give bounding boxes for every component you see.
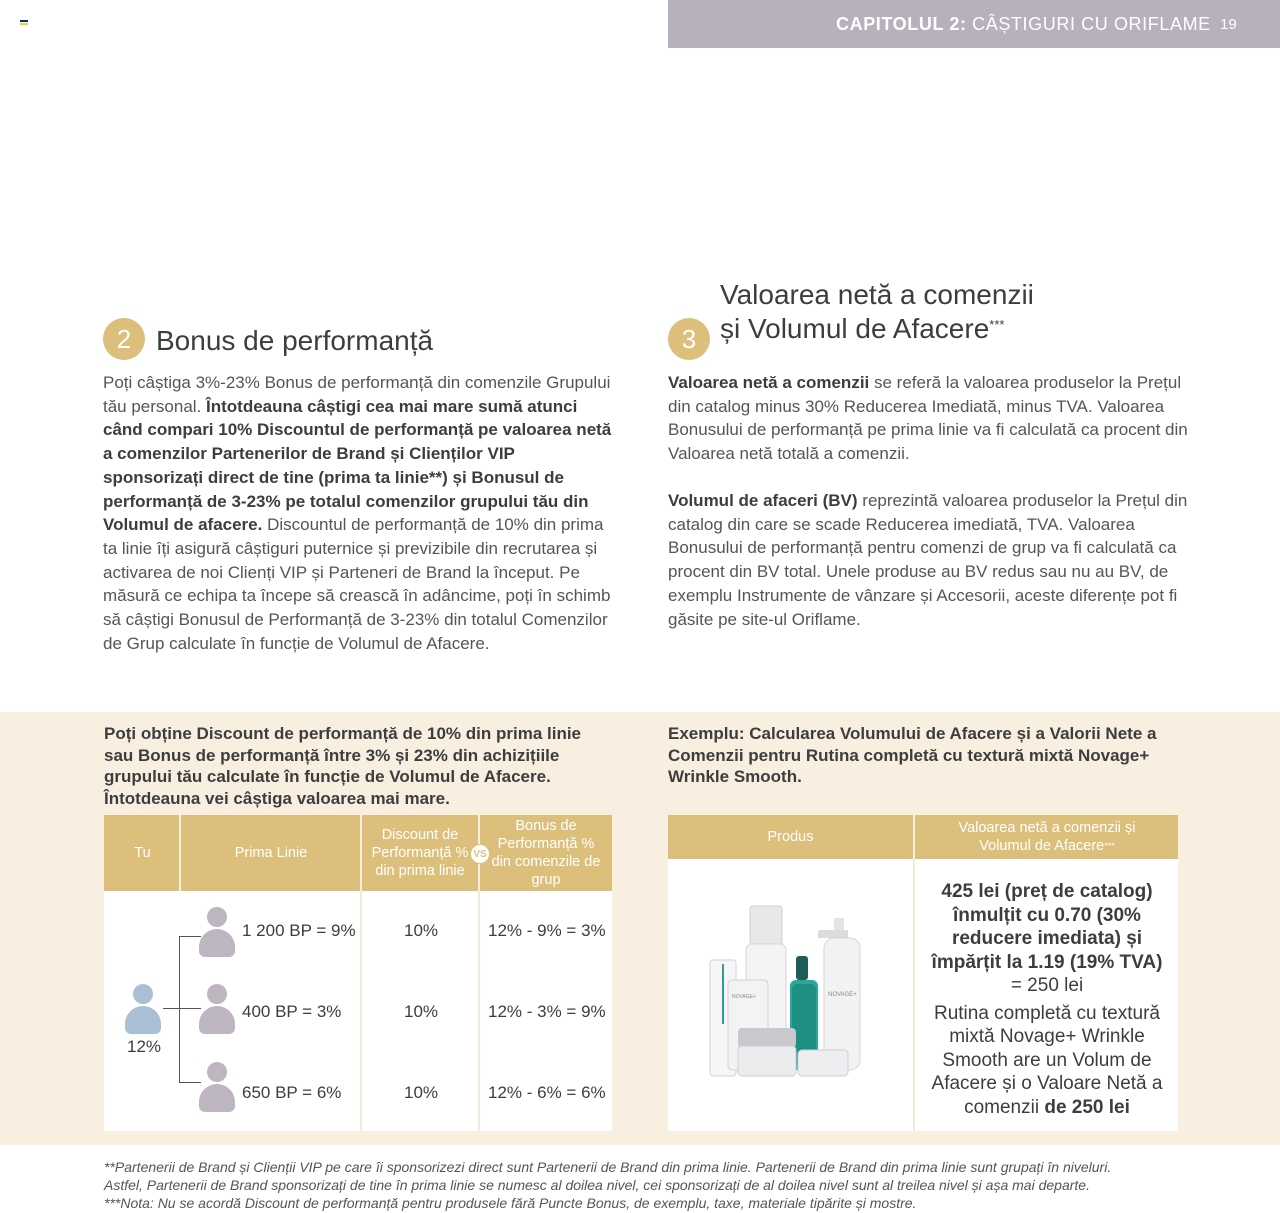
language-flag-icon[interactable] (20, 20, 28, 27)
result-summary: Rutina completă cu textură mixtă Novage+ Wrinkle Smooth are un Volum de Afacere și o Valoare Netă a comenzii de 250 lei (931, 1002, 1163, 1118)
text-run: Discountul de performanță de 10% din prima ta linie îți asigură câștiguri puternice și previzibile din recrutarea și activarea de noi Clienți VIP și Parteneri de Brand la început. Pe măsură ce echipa ta începe să crească în adâncime, poți în schimb să câștigi Bonusul de Performanță de 3-23% din totalul Comenzilor de Grup calculate în funcție de Volumul de Afacere. (103, 515, 611, 653)
section-number-badge: 3 (668, 318, 710, 360)
vs-badge: VS (470, 844, 490, 864)
text-run: reprezintă valoarea produselor la Prețul din catalog din care se scade Reducerea imediată, TVA. Valoarea Bonusului de performanță pentru comenzi de grup va fi calculată ca procent din BV total. Unele produse au BV redus sau nu au BV, de exemplu Instrumente de vânzare și Accesorii, aceste diferențe pot fi găsite pe site-ul Oriflame. (668, 491, 1188, 629)
frontline-person-icon (199, 984, 235, 1036)
row-bp: 400 BP = 3% (242, 1002, 342, 1021)
svg-text:NOVAGE+: NOVAGE+ (732, 994, 756, 1000)
frontline-person-icon (199, 1062, 235, 1114)
bold-run: Valoarea netă a comenzii (668, 373, 870, 392)
you-person-icon (125, 984, 161, 1036)
chapter-header-bar (668, 0, 1280, 48)
novage-products-image (700, 900, 880, 1090)
row-discount: 10% (404, 1083, 439, 1102)
section-number-badge: 2 (103, 318, 145, 360)
row-bp: 650 BP = 6% (242, 1083, 342, 1102)
footnote: ***Nota: Nu se acordă Discount de performanță pentru produsele fără Puncte Bonus, de exemplu, taxe, materiale tipărite și mostre. (104, 1195, 917, 1211)
example-table-header (668, 815, 1178, 859)
calculation-formula: 425 lei (preț de catalog) înmulțit cu 0.70 (30% reducere imediata) și împărțit la 1.19 (19% TVA) (931, 881, 1163, 973)
section-body-text (103, 371, 615, 655)
header-produs: Produs (767, 829, 814, 845)
header-valoare: Valoarea netă a comenzii și Volumul de Afacere*** (958, 820, 1136, 854)
text-run: se referă la valoarea produselor la Prețul din catalog minus 30% Reducerea Imediată, minus TVA. Valoarea Bonusului de performanță pe prima linie va fi calculată ca procent din Valoarea netă totală a comenzii. (668, 373, 1188, 464)
header-prima-linie: Prima Linie (234, 845, 308, 861)
frontline-person-icon (199, 907, 235, 959)
row-bonus: 12% - 3% = 9% (488, 1002, 606, 1021)
right-box-title: Exemplu: Calcularea Volumului de Afacere și a Valorii Nete a Comenzii pentru Rutina completă cu textură mixtă Novage+ Wrinkle Smooth. (668, 724, 1157, 786)
row-bonus: 12% - 6% = 6% (488, 1083, 606, 1102)
you-percentage: 12% (127, 1037, 162, 1056)
footnotes (104, 1158, 1224, 1212)
section-body-text (668, 489, 1198, 631)
row-discount: 10% (404, 1002, 439, 1021)
svg-text:NOVAGE+: NOVAGE+ (828, 992, 857, 998)
header-bonus: Bonus de Performanță % din comenzile de grup (491, 818, 601, 888)
footnote: Astfel, Partenerii de Brand sponsorizați de tine în prima linie se numesc al doilea nivel, cei sponsorizați de al doilea nivel sunt al treilea nivel și așa mai departe. (104, 1177, 1090, 1193)
example-calculation (916, 880, 1178, 1119)
performance-table-header (104, 815, 612, 891)
bold-run: Întotdeauna câștigi cea mai mare sumă atunci când compari 10% Discountul de performanță pe valoarea netă a comenzilor Partenerilor de Brand și Clienților VIP sponsorizați direct de tine (prima ta linie**) și Bonusul de performanță de 3-23% pe totalul comenzilor grupului tău din Volumul de afacere. (103, 396, 612, 535)
text-run: Poți câștiga 3%-23% Bonus de performanță din comenzile Grupului tău personal. (103, 373, 611, 416)
section-title: Valoarea netă a comenzii și Volumul de Afacere*** (720, 279, 1034, 344)
page-number: 19 (1220, 16, 1237, 33)
left-box-title: Poți obține Discount de performanță de 10% din prima linie sau Bonus de performanță între 3% și 23% din achizițiile grupului tău calculate în funcție de Volumul de Afacere. Întotdeauna vei câștiga valoarea mai mare. (104, 724, 582, 808)
calculation-result: = 250 lei (1010, 975, 1084, 996)
chapter-title: CAPITOLUL 2: CÂȘTIGURI CU ORIFLAME (836, 14, 1211, 34)
row-discount: 10% (404, 921, 439, 940)
section-title: Bonus de performanță (156, 325, 434, 356)
header-discount: Discount de Performanță % din prima linie (371, 827, 469, 879)
header-tu: Tu (134, 845, 151, 861)
section-body-text (668, 371, 1198, 466)
footnote: **Partenerii de Brand și Clienții VIP pe care îi sponsorizezi direct sunt Partenerii de Brand din prima linie. Partenerii de Brand din prima linie sunt grupați în niveluri. (104, 1159, 1112, 1175)
row-bonus: 12% - 9% = 3% (488, 921, 606, 940)
row-bp: 1 200 BP = 9% (242, 921, 356, 940)
bold-run: Volumul de afaceri (BV) (668, 491, 858, 510)
